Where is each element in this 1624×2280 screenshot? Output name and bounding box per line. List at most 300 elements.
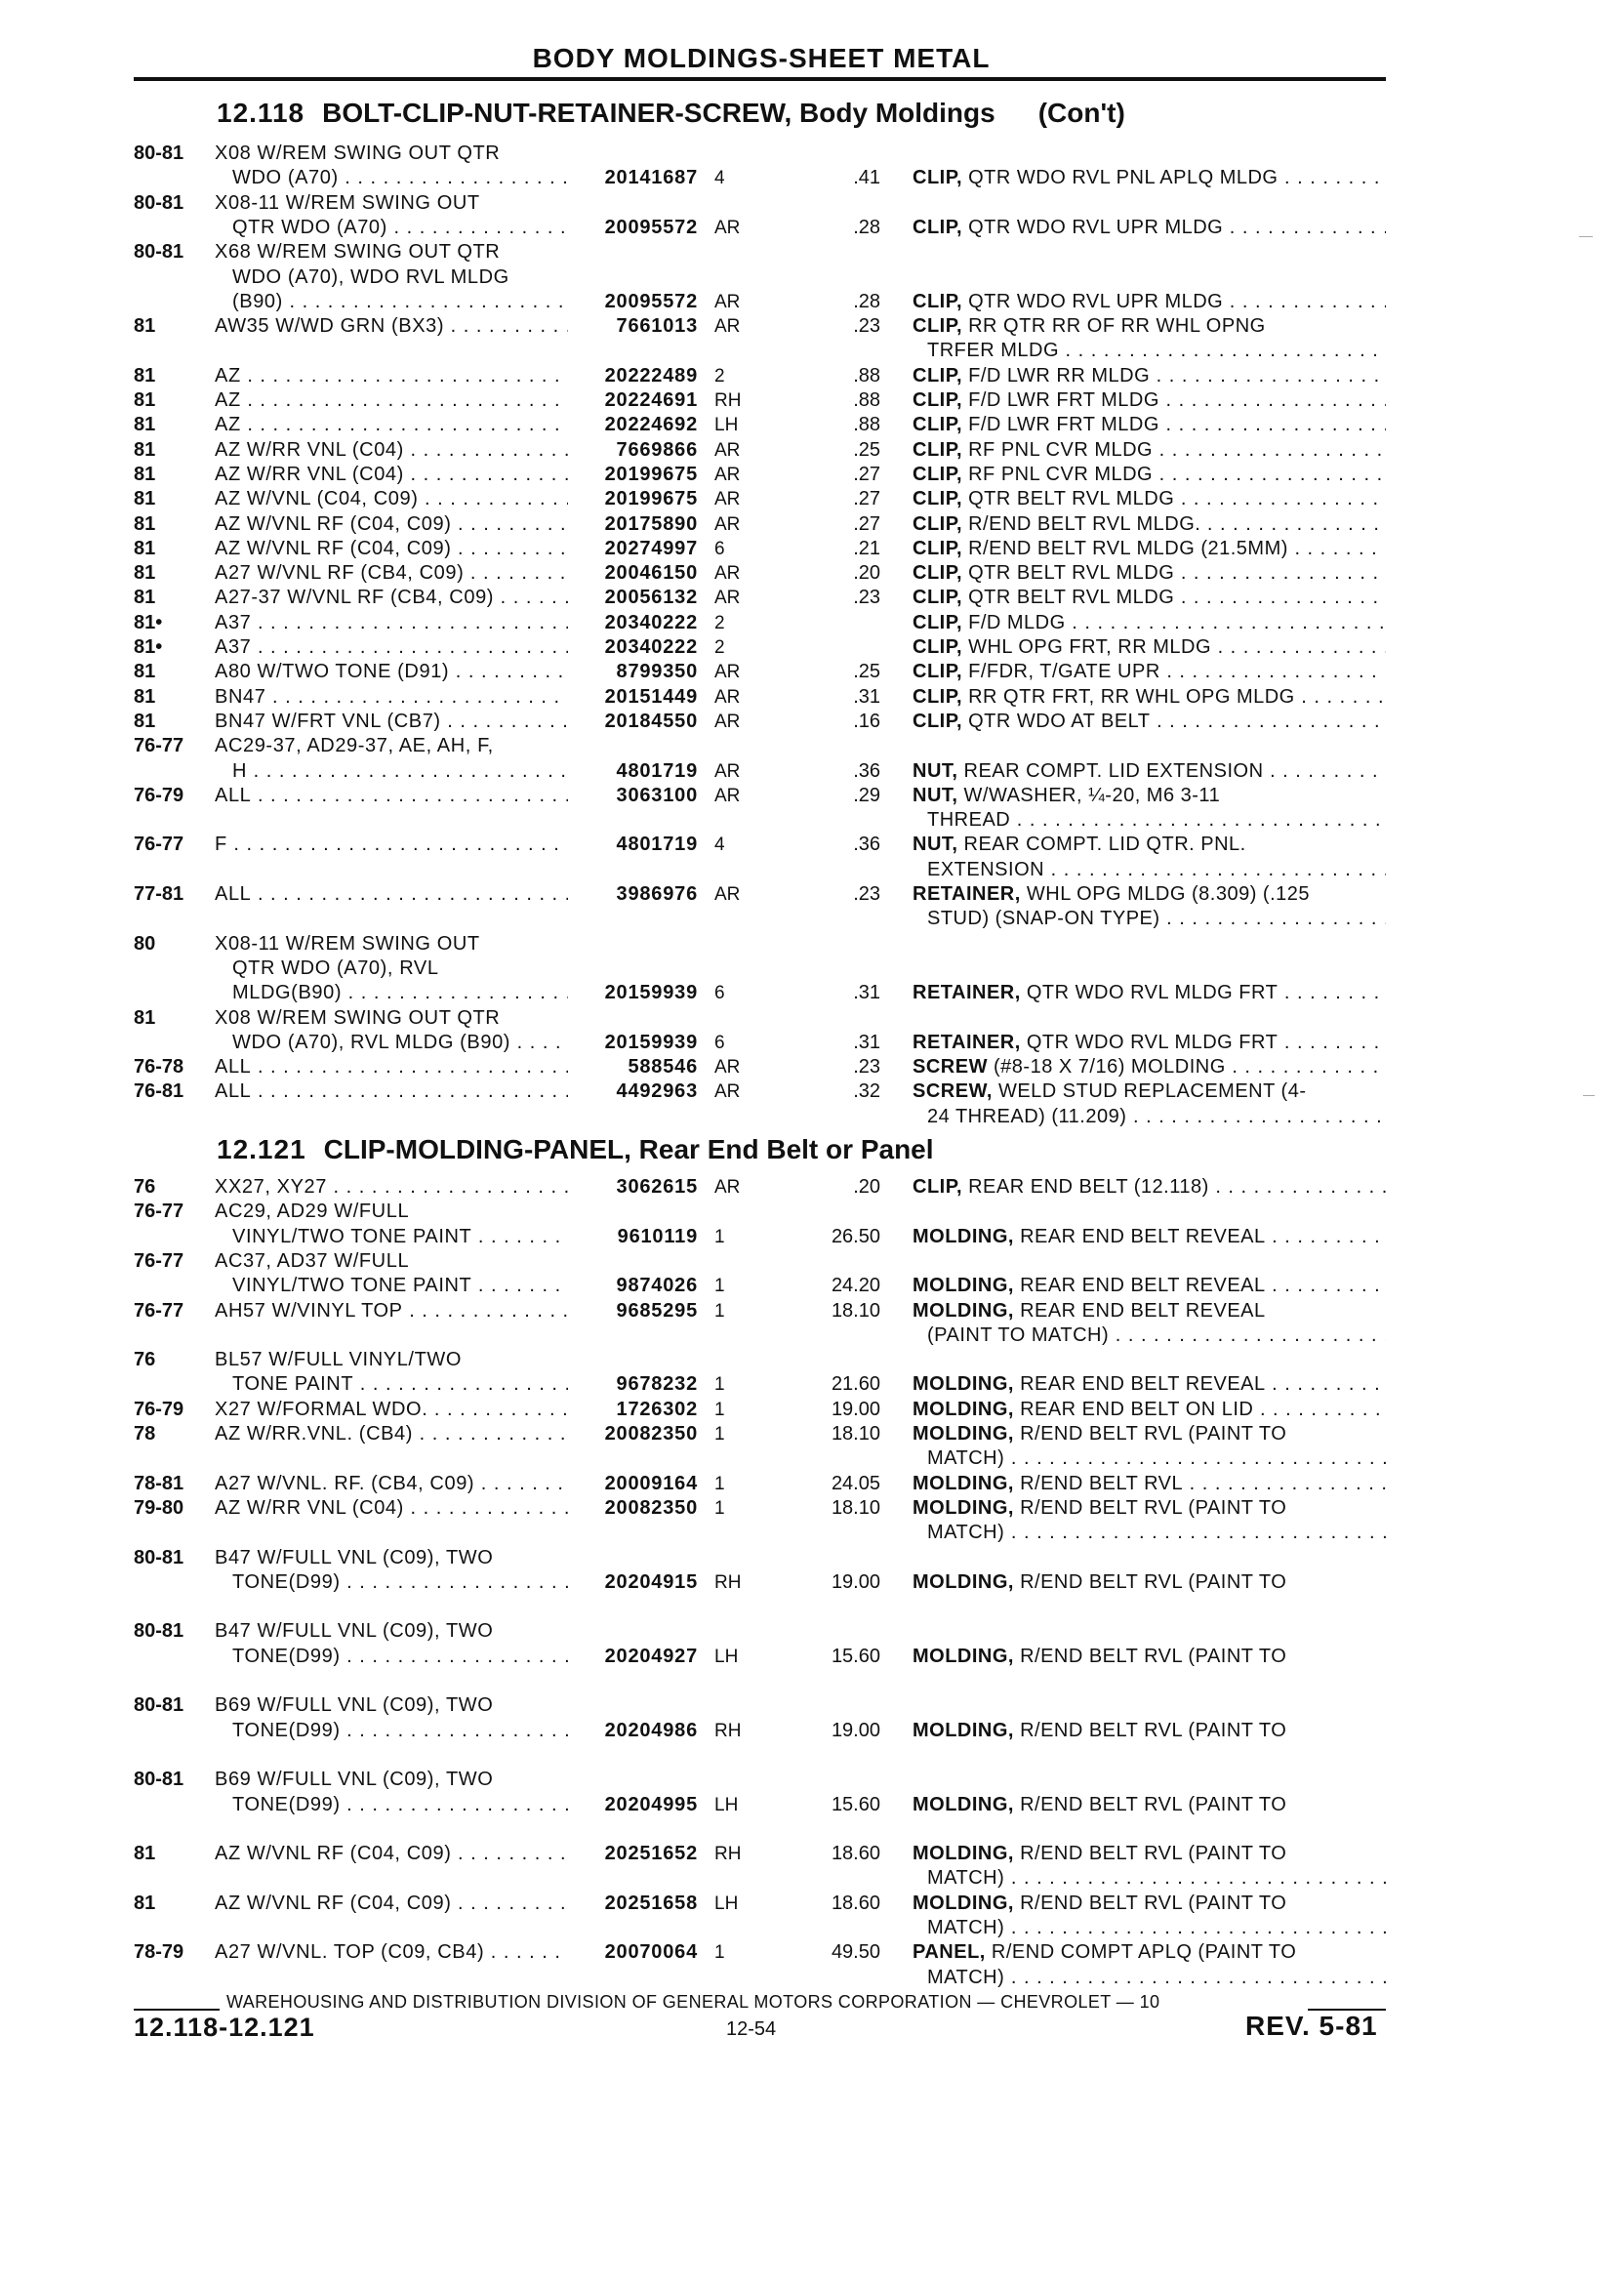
description-text: (PAINT TO MATCH): [927, 1323, 1110, 1346]
catalog-row-line: [0, 364, 1624, 388]
price: 15.60: [831, 1645, 880, 1667]
application-text: TONE(D99) . . .: [232, 1793, 568, 1817]
part-name: MOLDING,: [913, 1496, 1014, 1519]
catalog-row-line: [0, 1274, 1624, 1298]
part-number: 20046150: [604, 562, 698, 585]
quantity: AR: [714, 662, 741, 683]
catalog-row-line: [0, 710, 1624, 734]
catalog-row-line: [0, 635, 1624, 660]
catalog-row-line: [0, 561, 1624, 586]
part-number: 7669866: [616, 438, 698, 461]
part-name: MOLDING,: [913, 1275, 1014, 1297]
description: [913, 1570, 1386, 1595]
catalog-row-line: [0, 957, 1624, 981]
application-text: (B90) . . .: [232, 290, 568, 314]
part-name: CLIP,: [913, 562, 963, 585]
catalog-row-line: [0, 685, 1624, 710]
section-subtitle: Body Moldings: [799, 98, 995, 128]
catalog-row-line: [0, 981, 1624, 1005]
model-year: 79-80: [134, 1496, 184, 1519]
quantity: AR: [714, 785, 741, 806]
quantity: 2: [714, 612, 725, 633]
price: .20: [853, 1176, 880, 1198]
description-text: WHL OPG FRT, RR MLDG: [968, 636, 1212, 658]
price: 15.60: [831, 1793, 880, 1815]
scan-mark: [1583, 1095, 1595, 1096]
model-year: 81: [134, 315, 156, 338]
part-name: MOLDING,: [913, 1793, 1014, 1815]
description: [927, 1521, 1386, 1545]
part-number: 20056132: [604, 587, 698, 609]
part-number: 20204986: [604, 1719, 698, 1741]
part-number: 9685295: [616, 1299, 698, 1322]
application-text: A27 W/VNL. TOP (C09, CB4) . . .: [215, 1940, 568, 1965]
application-text: X08-11 W/REM SWING OUT: [215, 191, 480, 214]
part-number: 9678232: [616, 1373, 698, 1396]
description-text: R/END BELT RVL (PAINT TO: [1020, 1719, 1287, 1741]
section-heading: [217, 98, 1125, 129]
description: [913, 537, 1386, 561]
description: [927, 1916, 1386, 1940]
description: [913, 561, 1386, 586]
description: [927, 808, 1386, 833]
catalog-row-line: [0, 1521, 1624, 1545]
price: 24.20: [831, 1275, 880, 1297]
description: [913, 1225, 1386, 1249]
catalog-row-line: [0, 1398, 1624, 1422]
catalog-row-line: [0, 142, 1624, 166]
description: [913, 1372, 1386, 1397]
quantity: 1: [714, 1374, 725, 1396]
description-text: REAR END BELT (12.118): [968, 1176, 1209, 1198]
application-text: ALL . . .: [215, 1055, 568, 1079]
application-text: ALL . . .: [215, 784, 568, 808]
model-year: 81: [134, 1006, 156, 1029]
part-name: CLIP,: [913, 290, 963, 312]
description-text: F/D LWR FRT MLDG: [968, 389, 1159, 411]
application-text: ALL . . .: [215, 1079, 568, 1104]
description-text: RR QTR FRT, RR WHL OPG MLDG: [968, 685, 1295, 708]
application-text: BL57 W/FULL VINYL/TWO: [215, 1349, 463, 1371]
part-name: CLIP,: [913, 512, 963, 535]
description-text: QTR WDO AT BELT: [968, 710, 1151, 732]
part-number: 20204995: [604, 1793, 698, 1815]
description: [913, 784, 1386, 808]
catalog-row-line: [0, 191, 1624, 216]
description-text: 24 THREAD) (11.209): [927, 1105, 1127, 1127]
application-text: AC37, AD37 W/FULL: [215, 1249, 410, 1272]
catalog-row-line: [0, 611, 1624, 635]
part-number: 20340222: [604, 611, 698, 633]
description-text: THREAD: [927, 809, 1011, 832]
quantity: AR: [714, 588, 741, 609]
part-name: CLIP,: [913, 710, 963, 732]
catalog-row-line: [0, 290, 1624, 314]
catalog-row-line: [0, 586, 1624, 610]
section-number: 12.121: [217, 1134, 306, 1164]
model-year: 81: [134, 587, 156, 609]
quantity: AR: [714, 489, 741, 510]
application-text: A27 W/VNL. RF. (CB4, C09) . . .: [215, 1472, 568, 1496]
description: [913, 1793, 1386, 1817]
part-name: NUT,: [913, 834, 958, 856]
application-text: QTR WDO (A70) . . .: [232, 216, 568, 240]
quantity: RH: [714, 1571, 742, 1593]
description-text: REAR END BELT REVEAL: [1020, 1373, 1266, 1396]
model-year: 76-77: [134, 735, 184, 757]
price: 18.10: [831, 1496, 880, 1519]
application-text: X27 W/FORMAL WDO. . . .: [215, 1398, 568, 1422]
quantity: 1: [714, 1399, 725, 1420]
description: [927, 858, 1386, 882]
description-text: QTR WDO RVL UPR MLDG: [968, 216, 1224, 238]
part-number: 20095572: [604, 216, 698, 238]
model-year: 76-79: [134, 784, 184, 806]
part-name: RETAINER,: [913, 883, 1021, 905]
part-number: 588546: [628, 1056, 698, 1079]
application-text: WDO (A70), RVL MLDG (B90) . . .: [232, 1031, 568, 1055]
price: .36: [853, 759, 880, 782]
model-year: 81: [134, 438, 156, 461]
title-rule: [134, 77, 1386, 81]
description-text: QTR BELT RVL MLDG: [968, 488, 1175, 510]
part-name: NUT,: [913, 784, 958, 806]
application-text: AZ . . .: [215, 388, 568, 413]
application-text: TONE(D99) . . .: [232, 1645, 568, 1669]
description: [913, 833, 1386, 857]
part-number: 20224691: [604, 389, 698, 411]
application-text: MLDG(B90) . . .: [232, 981, 568, 1005]
part-number: 20222489: [604, 364, 698, 387]
description: [913, 487, 1386, 511]
description: [913, 1055, 1386, 1079]
quantity: 6: [714, 1032, 725, 1053]
quantity: AR: [714, 1081, 741, 1103]
description-text: R/END BELT RVL MLDG.: [968, 512, 1201, 535]
model-year: 81: [134, 710, 156, 732]
part-number: 20159939: [604, 982, 698, 1004]
catalog-row-line: [0, 314, 1624, 339]
part-name: CLIP,: [913, 488, 963, 510]
application-text: A27 W/VNL RF (CB4, C09) . . .: [215, 561, 568, 586]
application-text: AZ . . .: [215, 364, 568, 388]
part-number: 3062615: [616, 1176, 698, 1198]
part-number: 20009164: [604, 1472, 698, 1494]
description: [913, 1299, 1386, 1323]
model-year: 80-81: [134, 142, 184, 164]
footer-page-number: 12-54: [726, 2018, 777, 2040]
description: [913, 1398, 1386, 1422]
quantity: 1: [714, 1473, 725, 1494]
price: .28: [853, 216, 880, 238]
part-number: 20159939: [604, 1031, 698, 1053]
catalog-row-line: [0, 1200, 1624, 1224]
catalog-row-line: [0, 1793, 1624, 1817]
catalog-row-line: [0, 166, 1624, 190]
model-year: 76-77: [134, 834, 184, 856]
part-name: CLIP,: [913, 537, 963, 559]
price: .23: [853, 587, 880, 609]
catalog-row-line: [0, 1006, 1624, 1031]
model-year: 76-78: [134, 1056, 184, 1079]
part-number: 4492963: [616, 1080, 698, 1103]
part-name: CLIP,: [913, 1176, 963, 1198]
application-text: AZ W/VNL RF (C04, C09) . . .: [215, 1892, 568, 1916]
description-text: (#8-18 X 7/16) MOLDING: [994, 1056, 1226, 1079]
quantity: 1: [714, 1497, 725, 1519]
description-text: MATCH): [927, 1447, 1005, 1470]
quantity: AR: [714, 760, 741, 782]
part-name: CLIP,: [913, 685, 963, 708]
price: .88: [853, 389, 880, 411]
application-text: AZ W/RR VNL (C04) . . .: [215, 1496, 568, 1521]
section-heading: [217, 1134, 934, 1165]
description-text: R/END COMPT APLQ (PAINT TO: [991, 1941, 1297, 1964]
model-year: 81•: [134, 611, 163, 633]
quantity: AR: [714, 884, 741, 905]
application-text: A37 . . .: [215, 635, 568, 660]
application-text: XX27, XY27 . . .: [215, 1175, 568, 1200]
price: .88: [853, 414, 880, 436]
catalog-row-line: [0, 240, 1624, 265]
part-name: CLIP,: [913, 636, 963, 658]
catalog-row-line: [0, 1348, 1624, 1372]
model-year: 76: [134, 1349, 156, 1371]
quantity: AR: [714, 439, 741, 461]
description: [913, 1496, 1386, 1521]
application-text: AZ W/VNL RF (C04, C09) . . .: [215, 1842, 568, 1866]
description-text: EXTENSION: [927, 858, 1045, 880]
application-text: AZ W/RR VNL (C04) . . .: [215, 463, 568, 487]
price: .25: [853, 661, 880, 683]
description-text: R/END BELT RVL (PAINT TO: [1020, 1843, 1287, 1865]
price: 18.10: [831, 1299, 880, 1322]
part-name: MOLDING,: [913, 1225, 1014, 1247]
description: [913, 438, 1386, 463]
catalog-row-line: [0, 1866, 1624, 1891]
description-text: QTR BELT RVL MLDG: [968, 562, 1175, 585]
part-number: 20082350: [604, 1423, 698, 1445]
model-year: 81: [134, 488, 156, 510]
part-name: MOLDING,: [913, 1719, 1014, 1741]
quantity: AR: [714, 711, 741, 732]
section-subtitle: Rear End Belt or Panel: [638, 1134, 934, 1164]
description: [913, 981, 1386, 1005]
catalog-row-line: [0, 1079, 1624, 1104]
catalog-row-line: [0, 759, 1624, 784]
application-text: B69 W/FULL VNL (C09), TWO: [215, 1769, 494, 1791]
catalog-row-line: [0, 1892, 1624, 1916]
description-text: F/D MLDG: [968, 611, 1066, 633]
catalog-row-line: [0, 1693, 1624, 1718]
description: [927, 907, 1386, 931]
description: [913, 364, 1386, 388]
application-text: QTR WDO (A70), RVL: [232, 957, 439, 979]
model-year: 81: [134, 537, 156, 559]
part-number: 20274997: [604, 537, 698, 559]
price: .21: [853, 537, 880, 559]
part-name: MOLDING,: [913, 1398, 1014, 1420]
application-text: A37 . . .: [215, 611, 568, 635]
catalog-row-line: [0, 1105, 1624, 1129]
quantity: AR: [714, 563, 741, 585]
price: .27: [853, 488, 880, 510]
application-text: TONE PAINT . . .: [232, 1372, 568, 1397]
part-number: 20204927: [604, 1645, 698, 1667]
description: [913, 314, 1386, 339]
catalog-row-line: [0, 1966, 1624, 1990]
catalog-row-line: [0, 1940, 1624, 1965]
model-year: 80: [134, 932, 156, 955]
model-year: 81: [134, 463, 156, 485]
catalog-row-line: [0, 858, 1624, 882]
description-text: REAR END BELT REVEAL: [1020, 1225, 1266, 1247]
description-text: TRFER MLDG: [927, 340, 1059, 362]
quantity: 1: [714, 1424, 725, 1445]
quantity: LH: [714, 1646, 739, 1667]
catalog-row-line: [0, 1570, 1624, 1595]
part-number: 20141687: [604, 167, 698, 189]
catalog-row-line: [0, 1372, 1624, 1397]
description: [913, 635, 1386, 660]
description-text: R/END BELT RVL (PAINT TO: [1020, 1570, 1287, 1593]
description: [913, 290, 1386, 314]
catalog-row-line: [0, 1619, 1624, 1644]
quantity: AR: [714, 291, 741, 312]
application-text: BN47 . . .: [215, 685, 568, 710]
description: [913, 1472, 1386, 1496]
application-text: WDO (A70) . . .: [232, 166, 568, 190]
price: .25: [853, 438, 880, 461]
quantity: AR: [714, 217, 741, 238]
description-text: STUD) (SNAP-ON TYPE): [927, 908, 1160, 930]
catalog-row-line: [0, 1719, 1624, 1743]
part-number: 20175890: [604, 512, 698, 535]
model-year: 81: [134, 1892, 156, 1914]
application-text: X08 W/REM SWING OUT QTR: [215, 1006, 501, 1029]
price: .28: [853, 290, 880, 312]
application-text: A80 W/TWO TONE (D91) . . .: [215, 660, 568, 684]
price: .31: [853, 685, 880, 708]
footer-rule-left: [134, 2009, 220, 2011]
part-number: 8799350: [616, 661, 698, 683]
application-text: X08 W/REM SWING OUT QTR: [215, 142, 501, 164]
application-text: F . . .: [215, 833, 568, 857]
catalog-row-line: [0, 1225, 1624, 1249]
description-text: QTR WDO RVL MLDG FRT: [1026, 1031, 1279, 1053]
model-year: 76-79: [134, 1398, 184, 1420]
footer-revision: REV. 5-81: [1245, 2011, 1378, 2041]
description: [913, 1079, 1386, 1104]
part-number: 4801719: [616, 834, 698, 856]
application-text: ALL . . .: [215, 882, 568, 907]
description-text: F/D LWR FRT MLDG: [968, 414, 1159, 436]
description: [927, 1323, 1386, 1348]
quantity: 1: [714, 1226, 725, 1247]
description: [913, 216, 1386, 240]
part-name: MOLDING,: [913, 1570, 1014, 1593]
description: [913, 1031, 1386, 1055]
model-year: 81: [134, 685, 156, 708]
part-name: CLIP,: [913, 167, 963, 189]
model-year: 81: [134, 389, 156, 411]
application-text: AZ W/VNL RF (C04, C09) . . .: [215, 512, 568, 537]
description: [913, 388, 1386, 413]
price: 26.50: [831, 1225, 880, 1247]
part-name: CLIP,: [913, 587, 963, 609]
part-name: CLIP,: [913, 389, 963, 411]
quantity: 1: [714, 1276, 725, 1297]
description: [927, 1105, 1386, 1129]
application-text: AC29, AD29 W/FULL: [215, 1201, 410, 1223]
part-name: CLIP,: [913, 315, 963, 338]
description: [913, 660, 1386, 684]
part-name: SCREW: [913, 1056, 988, 1079]
application-text: AZ W/RR VNL (C04) . . .: [215, 438, 568, 463]
part-name: SCREW,: [913, 1080, 993, 1103]
footer-division: WAREHOUSING AND DISTRIBUTION DIVISION OF GENERAL MOTORS CORPORATION — CHEVROLET — 10: [226, 1992, 1160, 2012]
description-text: QTR WDO RVL PNL APLQ MLDG: [968, 167, 1279, 189]
price: .23: [853, 315, 880, 338]
part-number: 9874026: [616, 1275, 698, 1297]
price: .27: [853, 512, 880, 535]
part-number: 20199675: [604, 488, 698, 510]
model-year: 80-81: [134, 1694, 184, 1717]
model-year: 76-77: [134, 1249, 184, 1272]
catalog-row-line: [0, 1031, 1624, 1055]
part-number: 1726302: [616, 1398, 698, 1420]
quantity: AR: [714, 686, 741, 708]
catalog-row-line: [0, 1645, 1624, 1669]
description-text: QTR WDO RVL UPR MLDG: [968, 290, 1224, 312]
part-name: MOLDING,: [913, 1373, 1014, 1396]
price: .32: [853, 1080, 880, 1103]
quantity: 2: [714, 637, 725, 658]
model-year: 76-77: [134, 1201, 184, 1223]
price: .23: [853, 1056, 880, 1079]
description-text: REAR END BELT REVEAL: [1020, 1275, 1266, 1297]
description-text: REAR END BELT ON LID: [1020, 1398, 1254, 1420]
catalog-row-line: [0, 512, 1624, 537]
part-number: 20070064: [604, 1941, 698, 1964]
part-name: PANEL,: [913, 1941, 986, 1964]
part-name: MOLDING,: [913, 1892, 1014, 1914]
catalog-row-line: [0, 808, 1624, 833]
price: .31: [853, 982, 880, 1004]
model-year: 81: [134, 661, 156, 683]
quantity: 1: [714, 1942, 725, 1964]
catalog-row-line: [0, 1323, 1624, 1348]
price: 19.00: [831, 1398, 880, 1420]
catalog-row-line: [0, 784, 1624, 808]
quantity: RH: [714, 1720, 742, 1741]
catalog-row-line: [0, 388, 1624, 413]
description-text: QTR BELT RVL MLDG: [968, 587, 1175, 609]
application-text: A27-37 W/VNL RF (CB4, C09) . . .: [215, 586, 568, 610]
model-year: 81: [134, 562, 156, 585]
catalog-row-line: [0, 487, 1624, 511]
description-text: REAR END BELT REVEAL: [1020, 1299, 1266, 1322]
quantity: AR: [714, 1057, 741, 1079]
application-text: TONE(D99) . . .: [232, 1719, 568, 1743]
description-text: R/END BELT RVL: [1020, 1472, 1184, 1494]
price: 18.60: [831, 1843, 880, 1865]
part-number: 7661013: [616, 315, 698, 338]
quantity: RH: [714, 1844, 742, 1865]
part-number: 3063100: [616, 784, 698, 806]
part-name: RETAINER,: [913, 982, 1021, 1004]
quantity: 2: [714, 365, 725, 387]
